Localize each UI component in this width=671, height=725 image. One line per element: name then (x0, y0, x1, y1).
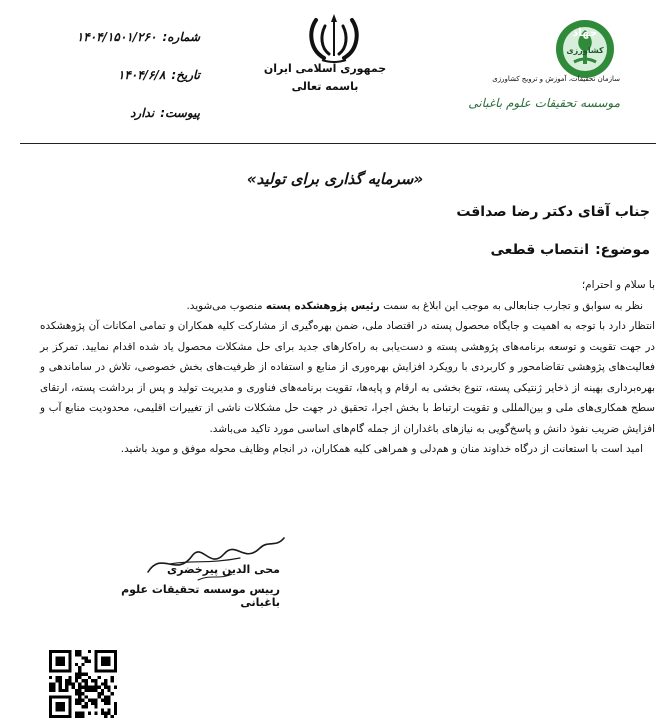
handwritten-signature (140, 530, 290, 586)
paragraph-appointment-end: منصوب می‌شوید. (186, 299, 263, 312)
letter-body (40, 275, 655, 460)
subject-line (300, 242, 650, 258)
logo-text-keshavarzi: کشاورزی (566, 46, 604, 55)
subject-value: انتصاب قطعی (490, 242, 590, 258)
appointed-position: رئیس پژوهشکده پسته (265, 299, 380, 312)
logo-text-jihad: جهاد (572, 26, 598, 39)
letter-number-value: ۱۴۰۴/۱۵۰۱/۲۶۰ (76, 30, 157, 44)
institute-name: موسسه تحقیقات علوم باغبانی (468, 96, 620, 110)
signatory-title: رییس موسسه تحقیقات علوم باغبانی (121, 583, 280, 609)
letter-date-value: ۱۴۰۴/۶/۸ (117, 68, 166, 82)
paragraph-expectations: انتظار دارد با توجه به اهمیت و جایگاه محصول پسته در اقتصاد ملی، ضمن بهره‌گیری از مشارکت کلیه همکاران و تمامی امکانات آن پژوهشکده در جهت تقویت و توسعه برنامه‌های پژوهشی پسته و دست‌یابی به راه‌کارهای جدید برای حل مشکلات محصول یاد شده اقدام نمایید. تمرکز بر فعالیت‌های پژوهشی تقاضامحور و کاربردی با رویکرد افزایش بهره‌وری از منابع و استفاده از ظرفیت‌های بخش خصوصی، تلاش در ساماندهی و بهره‌برداری بهینه از ذخایر ژنتیکی پسته، تنوع بخشی به ارقام و پایه‌ها، تقویت برنامه‌های فناوری و مدیریت تولید و پس از برداشت پسته، ارتقای سطح همکاری‌های ملی و بین‌المللی و تقویت ارتباط با بخش اجرا، تحقیق در جهت حل مشکلات ناشی از تغییرات اقلیمی، محدودیت منابع آب و افزایش ضریب نفوذ دانش و پاسخ‌گویی به نیازهای باغداران از جمله گام‌های اساسی مورد تاکید می‌باشد. (40, 320, 655, 435)
recipient-line: جناب آقای دکتر رضا صداقت (456, 204, 650, 220)
letter-attachment-value: ندارد (130, 106, 155, 120)
signatory-name: محی الدین پیرخضری (167, 563, 280, 576)
parent-organization-name: سازمان تحقیقات، آموزش و ترویج کشاورزی (492, 75, 620, 83)
letter-date-label: تاریخ: (171, 68, 200, 82)
republic-name: جمهوری اسلامی ایران (263, 62, 387, 75)
letter-header (0, 0, 671, 142)
qr-code-icon (49, 650, 117, 718)
header-divider (20, 143, 656, 144)
letter-attachment-row (50, 106, 200, 124)
letter-number-label: شماره: (162, 30, 200, 44)
letter-motto: «سرمایه گذاری برای تولید» (246, 170, 424, 188)
letter-number-row (50, 30, 200, 48)
iran-emblem-icon (304, 12, 364, 64)
paragraph-closing: امید است با استعانت از درگاه خداوند منان و هم‌دلی و همراهی کلیه همکاران، در انجام وظایف محوله موفق و موید باشید. (120, 443, 643, 455)
letter-attachment-label: پیوست: (160, 106, 200, 120)
subject-label: موضوع: (595, 242, 650, 258)
greeting: با سلام و احترام؛ (581, 279, 655, 291)
basmala-text: باسمه تعالی (291, 80, 359, 93)
paragraph-appointment-start: نظر به سوابق و تجارب جنابعالی به موجب این ابلاغ به سمت (383, 299, 643, 312)
paragraph-appointment (40, 296, 655, 317)
letter-date-row (50, 68, 200, 86)
